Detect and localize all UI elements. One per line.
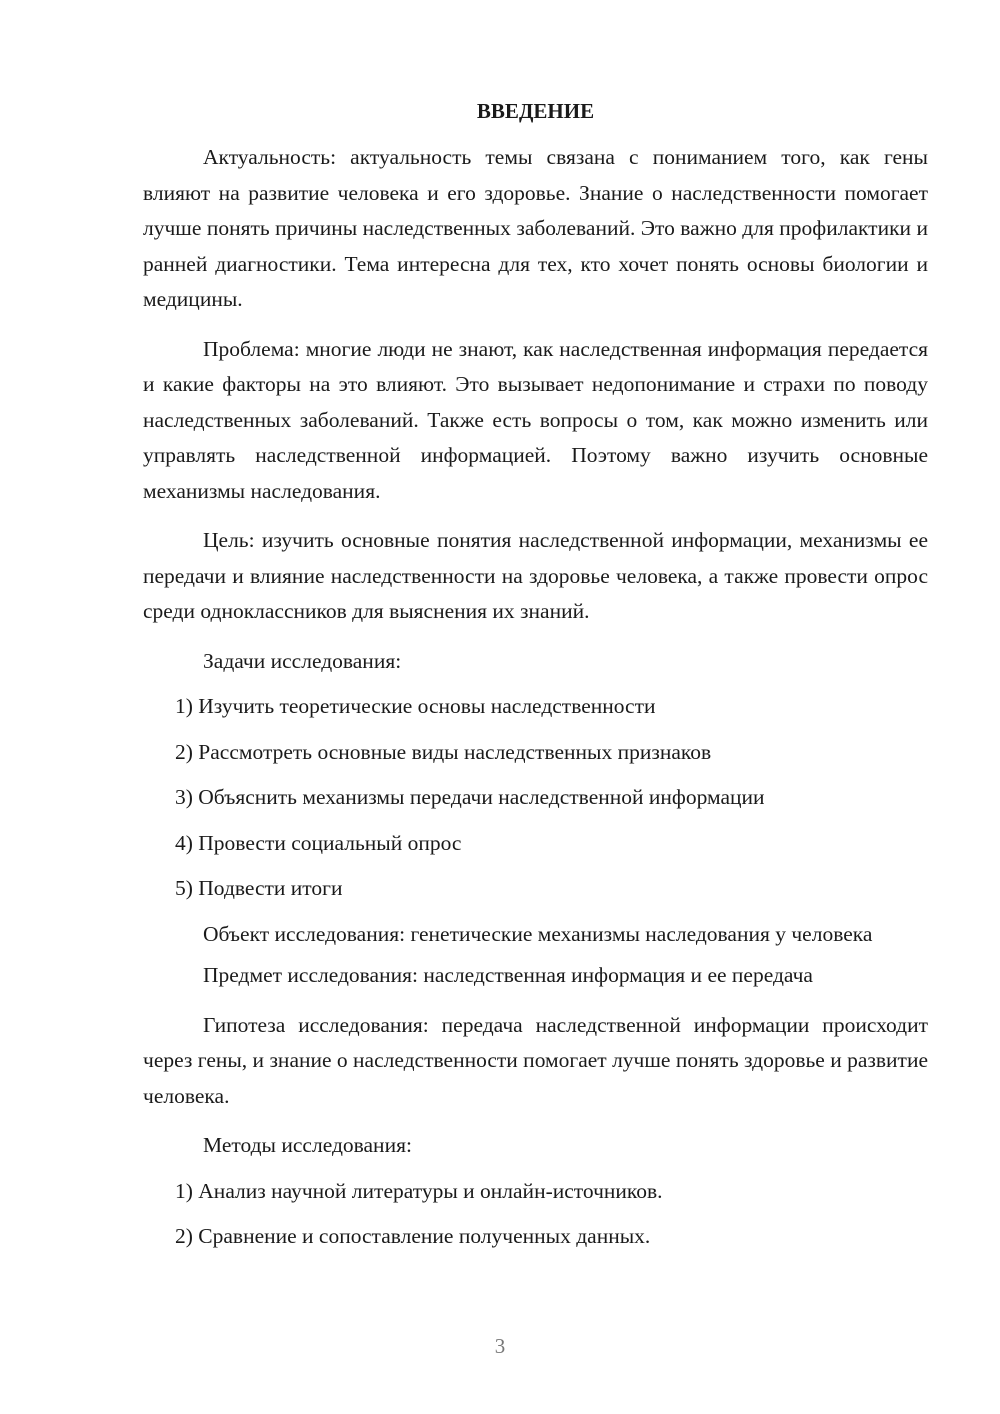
- method-item-1: 1) Анализ научной литературы и онлайн-источников.: [175, 1178, 663, 1203]
- tasks-heading: Задачи исследования:: [203, 648, 402, 673]
- task-item-5: 5) Подвести итоги: [175, 876, 343, 900]
- methods-heading: Методы исследования:: [203, 1133, 412, 1157]
- page-number: 3: [494, 1334, 506, 1358]
- paragraph-hypothesis: Гипотеза исследования: передача наследственной информации происходит через гены, и знание о наследственности помогает лучше понять здоровье и развитие человека.: [143, 1012, 928, 1108]
- task-item-2: 2) Рассмотреть основные виды наследственных признаков: [175, 739, 712, 764]
- paragraph-goal: Цель: изучить основные понятия наследственной информации, механизмы ее передачи и влияние наследственности на здоровье человека, а также провести опрос среди одноклассников для выяснения их знаний.: [143, 528, 928, 623]
- document-page: [143, 96, 928, 1265]
- method-item-2: 2) Сравнение и сопоставление полученных данных.: [175, 1224, 651, 1248]
- paragraph-subject: Предмет исследования: наследственная информация и ее передача: [203, 963, 813, 987]
- section-title: ВВЕДЕНИЕ: [476, 99, 595, 123]
- paragraph-problem: Проблема: многие люди не знают, как наследственная информация передается и какие факторы на это влияют. Это вызывает недопонимание и страхи по поводу наследственных заболеваний. Также есть вопросы о том, как можно изменить или управлять наследственной информацией. Поэтому важно изучить основные механизмы наследования.: [143, 336, 928, 503]
- task-item-3: 3) Объяснить механизмы передачи наследственной информации: [175, 785, 765, 809]
- task-item-4: 4) Провести социальный опрос: [175, 830, 462, 855]
- paragraph-relevance: Актуальность: актуальность темы связана с пониманием того, как гены влияют на развитие человека и его здоровье. Знание о наследственности помогает лучше понять причины наследственных заболеваний. Это важно для профилактики и ранней диагностики. Тема интересна для тех, кто хочет понять основы биологии и медицины.: [143, 145, 928, 311]
- task-item-1: 1) Изучить теоретические основы наследственности: [175, 694, 656, 718]
- paragraph-object: Объект исследования: генетические механизмы наследования у человека: [203, 921, 873, 946]
